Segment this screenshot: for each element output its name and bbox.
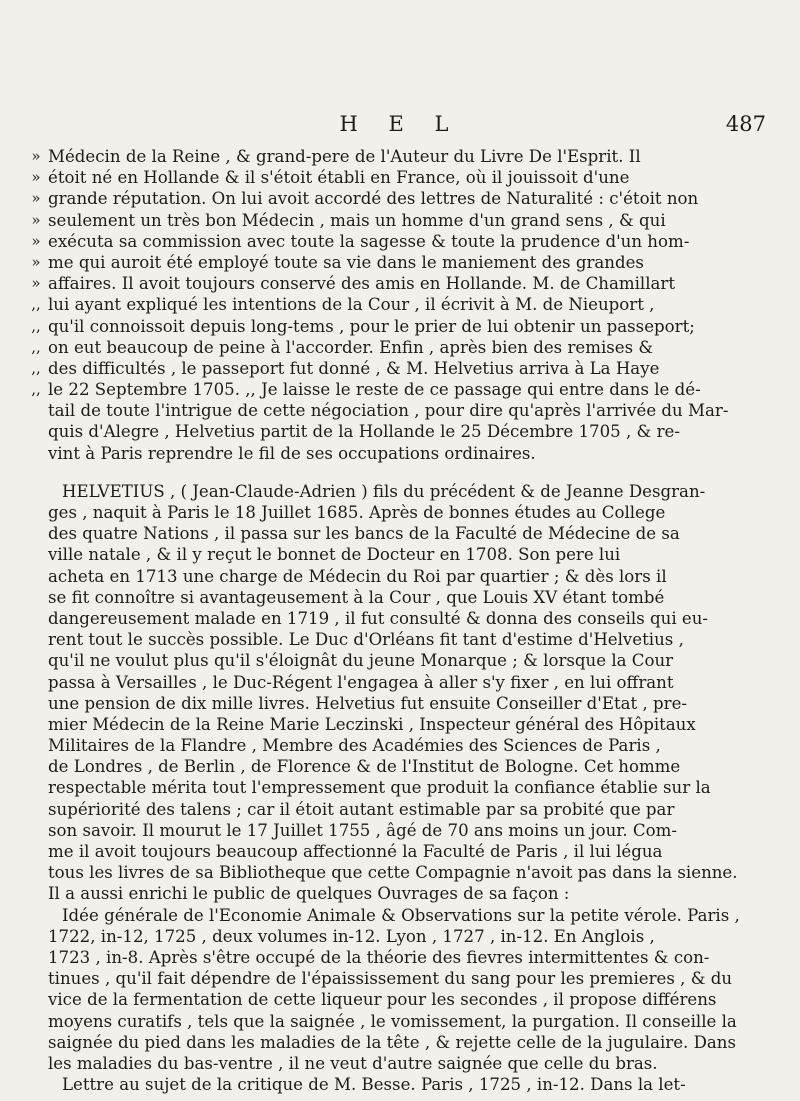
text-line: dangereusement malade en 1719 , il fut consulté & donna des conseils qui eu-	[48, 608, 709, 628]
text-line: rent tout le succès possible. Le Duc d'Orléans fit tant d'estime d'Helvetius ,	[48, 630, 684, 650]
text-line: 1723 , in-8. Après s'être occupé de la théorie des fievres intermittentes & con-	[48, 947, 710, 967]
text-line: me il avoit toujours beaucoup affectionné la Faculté de Paris , il lui légua	[48, 842, 663, 861]
quote-mark: ,,	[31, 337, 41, 356]
text-line: tous les livres de sa Bibliotheque que cette Compagnie n'avoit pas dans la sienne.	[48, 863, 738, 883]
entry-heading-line: HELVETIUS , ( Jean-Claude-Adrien ) fils du précédent & de Jeanne Desgran-	[62, 481, 706, 501]
text-line: saignée du pied dans les maladies de la tête , & rejette celle de la jugulaire. Dans	[48, 1032, 737, 1052]
page-header	[0, 112, 800, 146]
text-line: les maladies du bas-ventre , il ne veut d'autre saignée que celle du bras.	[48, 1053, 658, 1073]
text-line: » exécuta sa commission avec toute la sagesse & toute la prudence d'un hom-	[48, 231, 776, 252]
text-line: » Médecin de la Reine , & grand-pere de l'Auteur du Livre De l'Esprit. Il	[48, 146, 776, 167]
body-text	[31, 146, 776, 1095]
text-line: Il a aussi enrichi le public de quelques Ouvrages de sa façon :	[48, 884, 570, 904]
text-line: vint à Paris reprendre le fil de ses occupations ordinaires.	[48, 443, 536, 463]
text-line: mier Médecin de la Reine Marie Leczinski , Inspecteur général des Hôpitaux	[48, 714, 696, 734]
text-line: » grande réputation. On lui avoit accordé des lettres de Naturalité : c'étoit non	[48, 188, 776, 209]
text-line: qu'il ne voulut plus qu'il s'éloignât du jeune Monarque ; & lorsque la Cour	[48, 651, 674, 671]
quote-mark: »	[31, 231, 41, 250]
text-line: ,, lui ayant expliqué les intentions de la Cour , il écrivit à M. de Nieuport ,	[48, 294, 776, 315]
text-line: passa à Versailles , le Duc-Régent l'engagea à aller s'y fixer , en lui offrant	[48, 672, 674, 692]
text-line: moyens curatifs , tels que la saignée , le vomissement, la purgation. Il conseille la	[48, 1011, 737, 1031]
text-line: des quatre Nations , il passa sur les bancs de la Faculté de Médecine de sa	[48, 524, 680, 544]
quote-mark: ,,	[31, 316, 41, 335]
text-line: se fit connoître si avantageusement à la Cour , que Louis XV étant tombé	[48, 587, 665, 607]
page-number: 487	[725, 112, 766, 136]
text-line: acheta en 1713 une charge de Médecin du Roi par quartier ; & dès lors il	[48, 566, 667, 586]
quote-mark: »	[31, 168, 41, 187]
quote-mark: »	[31, 274, 41, 293]
work-title-line: Idée générale de l'Economie Animale & Observations sur la petite vérole. Paris ,	[62, 905, 740, 925]
text-line: son savoir. Il mourut le 17 Juillet 1755 , âgé de 70 ans moins un jour. Com-	[48, 820, 677, 840]
text-line: 1722, in-12, 1725 , deux volumes in-12. Lyon , 1727 , in-12. En Anglois ,	[48, 926, 655, 946]
text-line: ville natale , & il y reçut le bonnet de Docteur en 1708. Son pere lui	[48, 545, 621, 565]
text-line: ,, des difficultés , le passeport fut donné , & M. Helvetius arriva à La Haye	[48, 358, 776, 379]
entry-helvetius-jean-claude-adrien	[48, 481, 776, 1095]
quote-mark: ,,	[31, 380, 41, 399]
quote-mark: »	[31, 252, 41, 271]
text-line: ,, on eut beaucoup de peine à l'accorder. Enfin , après bien des remises &	[48, 337, 776, 358]
text-line: de Londres , de Berlin , de Florence & de l'Institut de Bologne. Cet homme	[48, 757, 681, 777]
text-line: tinues , qu'il fait dépendre de l'épaississement du sang pour les premieres , & du	[48, 969, 733, 989]
text-line: vice de la fermentation de cette liqueur pour les secondes , il propose différens	[48, 990, 717, 1010]
text-line: supériorité des talens ; car il étoit autant estimable par sa probité que par	[48, 799, 675, 819]
quote-mark: »	[31, 210, 41, 229]
quote-mark: ,,	[31, 295, 41, 314]
quote-mark: »	[31, 189, 41, 208]
quote-mark: ,,	[31, 358, 41, 377]
text-line: ges , naquit à Paris le 18 Juillet 1685. Après de bonnes études au College	[48, 503, 666, 522]
text-line: » me qui auroit été employé toute sa vie dans le maniement des grandes	[48, 252, 776, 273]
work-title-line: Lettre au sujet de la critique de M. Besse. Paris , 1725 , in-12. Dans la let-	[62, 1075, 686, 1095]
text-line: » seulement un très bon Médecin , mais un homme d'un grand sens , & qui	[48, 210, 776, 231]
text-line: ,, le 22 Septembre 1705. ,, Je laisse le reste de ce passage qui entre dans le dé-	[48, 379, 776, 400]
text-line: respectable mérita tout l'empressement que produit la confiance établie sur la	[48, 778, 711, 798]
paragraph-gap	[48, 464, 776, 481]
quote-mark: »	[31, 147, 41, 165]
text-line: quis d'Alegre , Helvetius partit de la Hollande le 25 Décembre 1705 , & re-	[48, 422, 680, 442]
text-line: une pension de dix mille livres. Helvetius fut ensuite Conseiller d'Etat , pre-	[48, 693, 687, 713]
text-line: tail de toute l'intrigue de cette négociation , pour dire qu'après l'arrivée du Mar-	[48, 401, 729, 421]
text-line: » étoit né en Hollande & il s'étoit établi en France, où il jouissoit d'une	[48, 167, 776, 188]
text-line: » affaires. Il avoit toujours conservé des amis en Hollande. M. de Chamillart	[48, 273, 776, 294]
text-line: ,, qu'il connoissoit depuis long-tems , pour le prier de lui obtenir un passeport;	[48, 316, 776, 337]
running-head: H E L	[339, 112, 461, 136]
text-line: Militaires de la Flandre , Membre des Académies des Sciences de Paris ,	[48, 736, 661, 756]
quoted-passage	[31, 146, 776, 464]
